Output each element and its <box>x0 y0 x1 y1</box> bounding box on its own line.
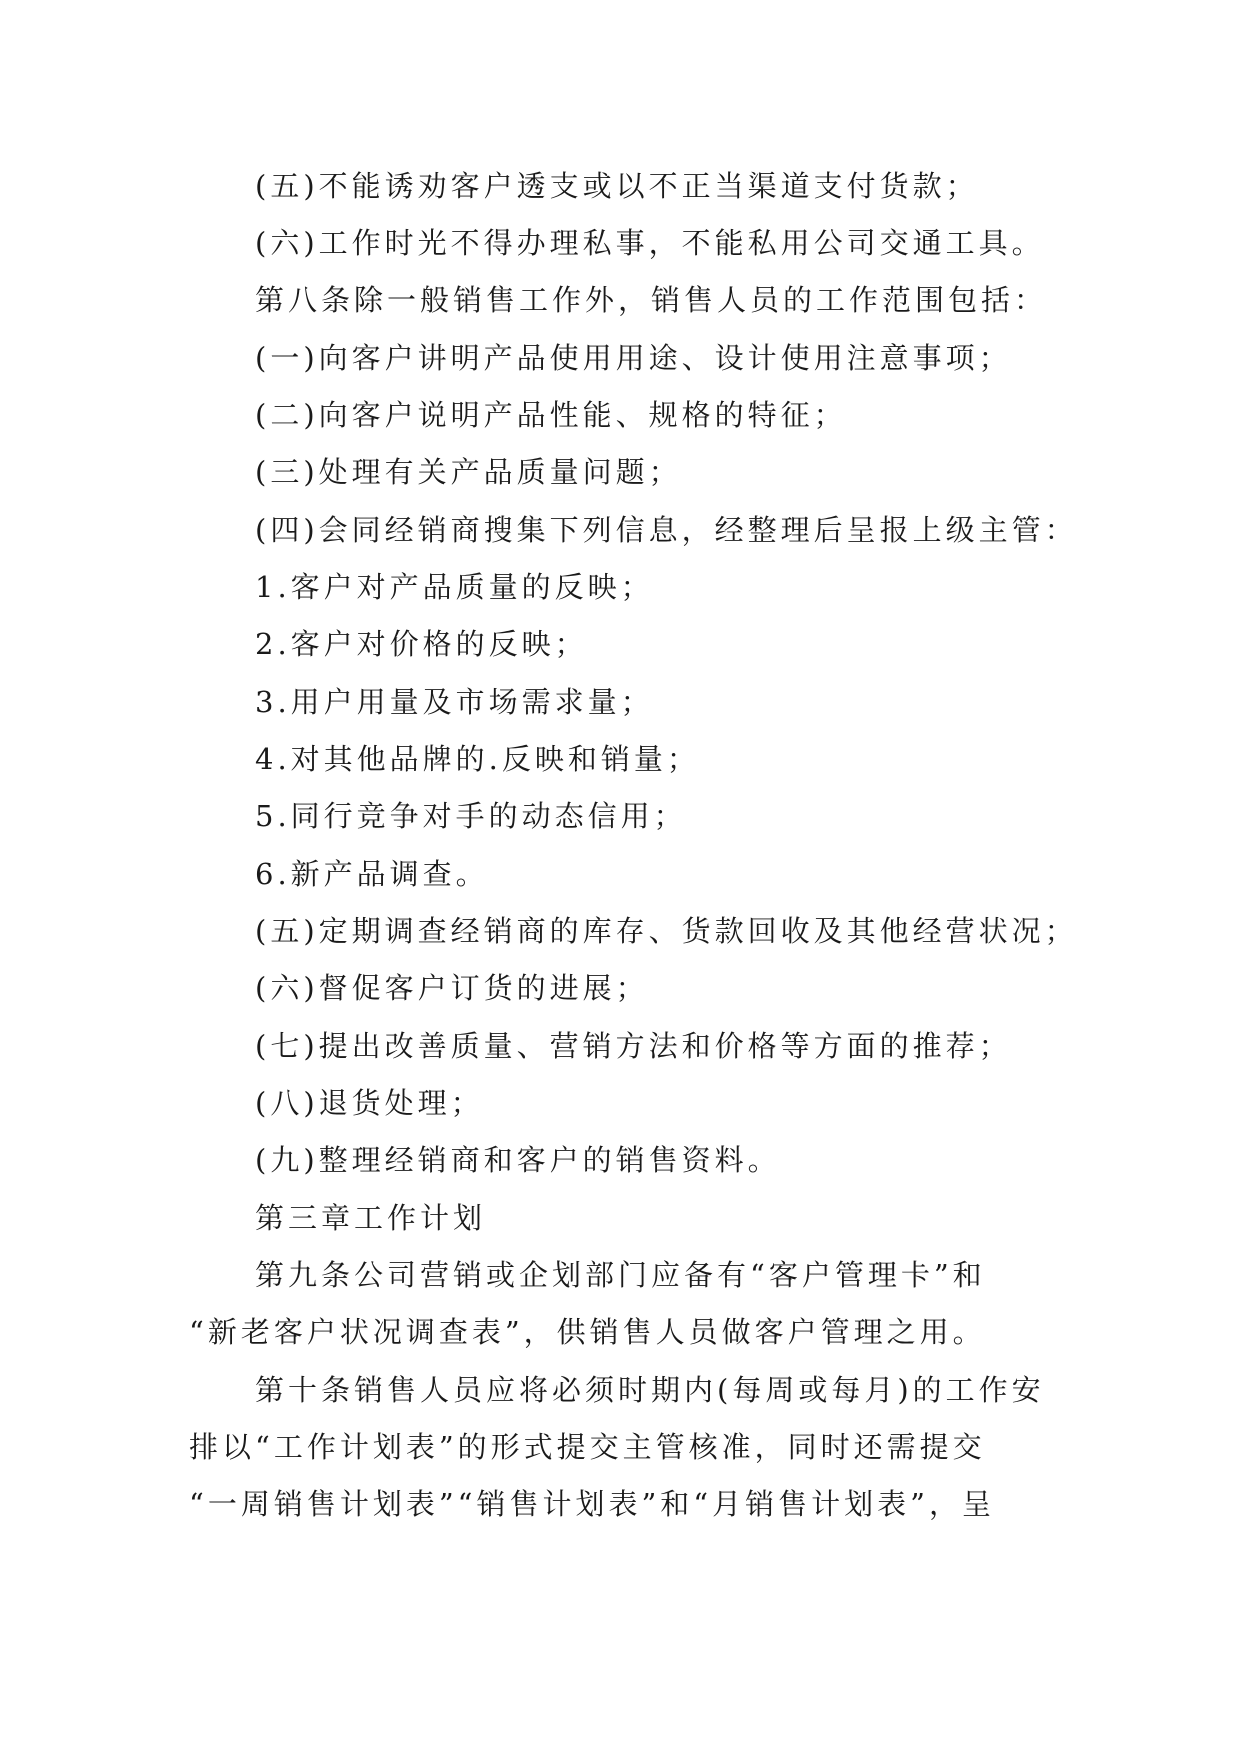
text-line: 4.对其他品牌的.反映和销量； <box>255 742 700 776</box>
text-line: (九)整理经销商和客户的销售资料。 <box>255 1143 781 1177</box>
text-line: 1.客户对产品质量的反映； <box>255 570 654 604</box>
text-line: 6.新产品调查。 <box>255 857 489 891</box>
text-line: “新老客户状况调查表”，供销售人员做客户管理之用。 <box>189 1315 986 1349</box>
text-line: (五)定期调查经销商的库存、货款回收及其他经营状况； <box>255 914 1078 948</box>
text-line: 3.用户用量及市场需求量； <box>255 685 654 719</box>
text-line: (六)工作时光不得办理私事，不能私用公司交通工具。 <box>255 226 1045 260</box>
text-line: (一)向客户讲明产品使用用途、设计使用注意事项； <box>255 341 1012 375</box>
text-line: (八)退货处理； <box>255 1086 484 1120</box>
text-line: 5.同行竞争对手的动态信用； <box>255 799 687 833</box>
text-line: (四)会同经销商搜集下列信息，经整理后呈报上级主管： <box>255 513 1078 547</box>
text-line: “一周销售计划表”“销售计划表”和“月销售计划表”，呈 <box>189 1487 995 1521</box>
text-line: 排以“工作计划表”的形式提交主管核准，同时还需提交 <box>189 1430 986 1464</box>
text-line: 第十条销售人员应将必须时期内(每周或每月)的工作安 <box>255 1373 1045 1407</box>
text-line: (二)向客户说明产品性能、规格的特征； <box>255 398 847 432</box>
text-line: 第九条公司营销或企划部门应备有“客户管理卡”和 <box>255 1258 986 1292</box>
text-line: (五)不能诱劝客户透支或以不正当渠道支付货款； <box>255 169 979 203</box>
text-line: 2.客户对价格的反映； <box>255 627 588 661</box>
text-line: (七)提出改善质量、营销方法和价格等方面的推荐； <box>255 1029 1012 1063</box>
text-line: 第八条除一般销售工作外，销售人员的工作范围包括： <box>255 283 1048 317</box>
text-line: (六)督促客户订货的进展； <box>255 971 649 1005</box>
chapter-heading: 第三章工作计划 <box>255 1201 487 1235</box>
text-line: (三)处理有关产品质量问题； <box>255 455 682 489</box>
